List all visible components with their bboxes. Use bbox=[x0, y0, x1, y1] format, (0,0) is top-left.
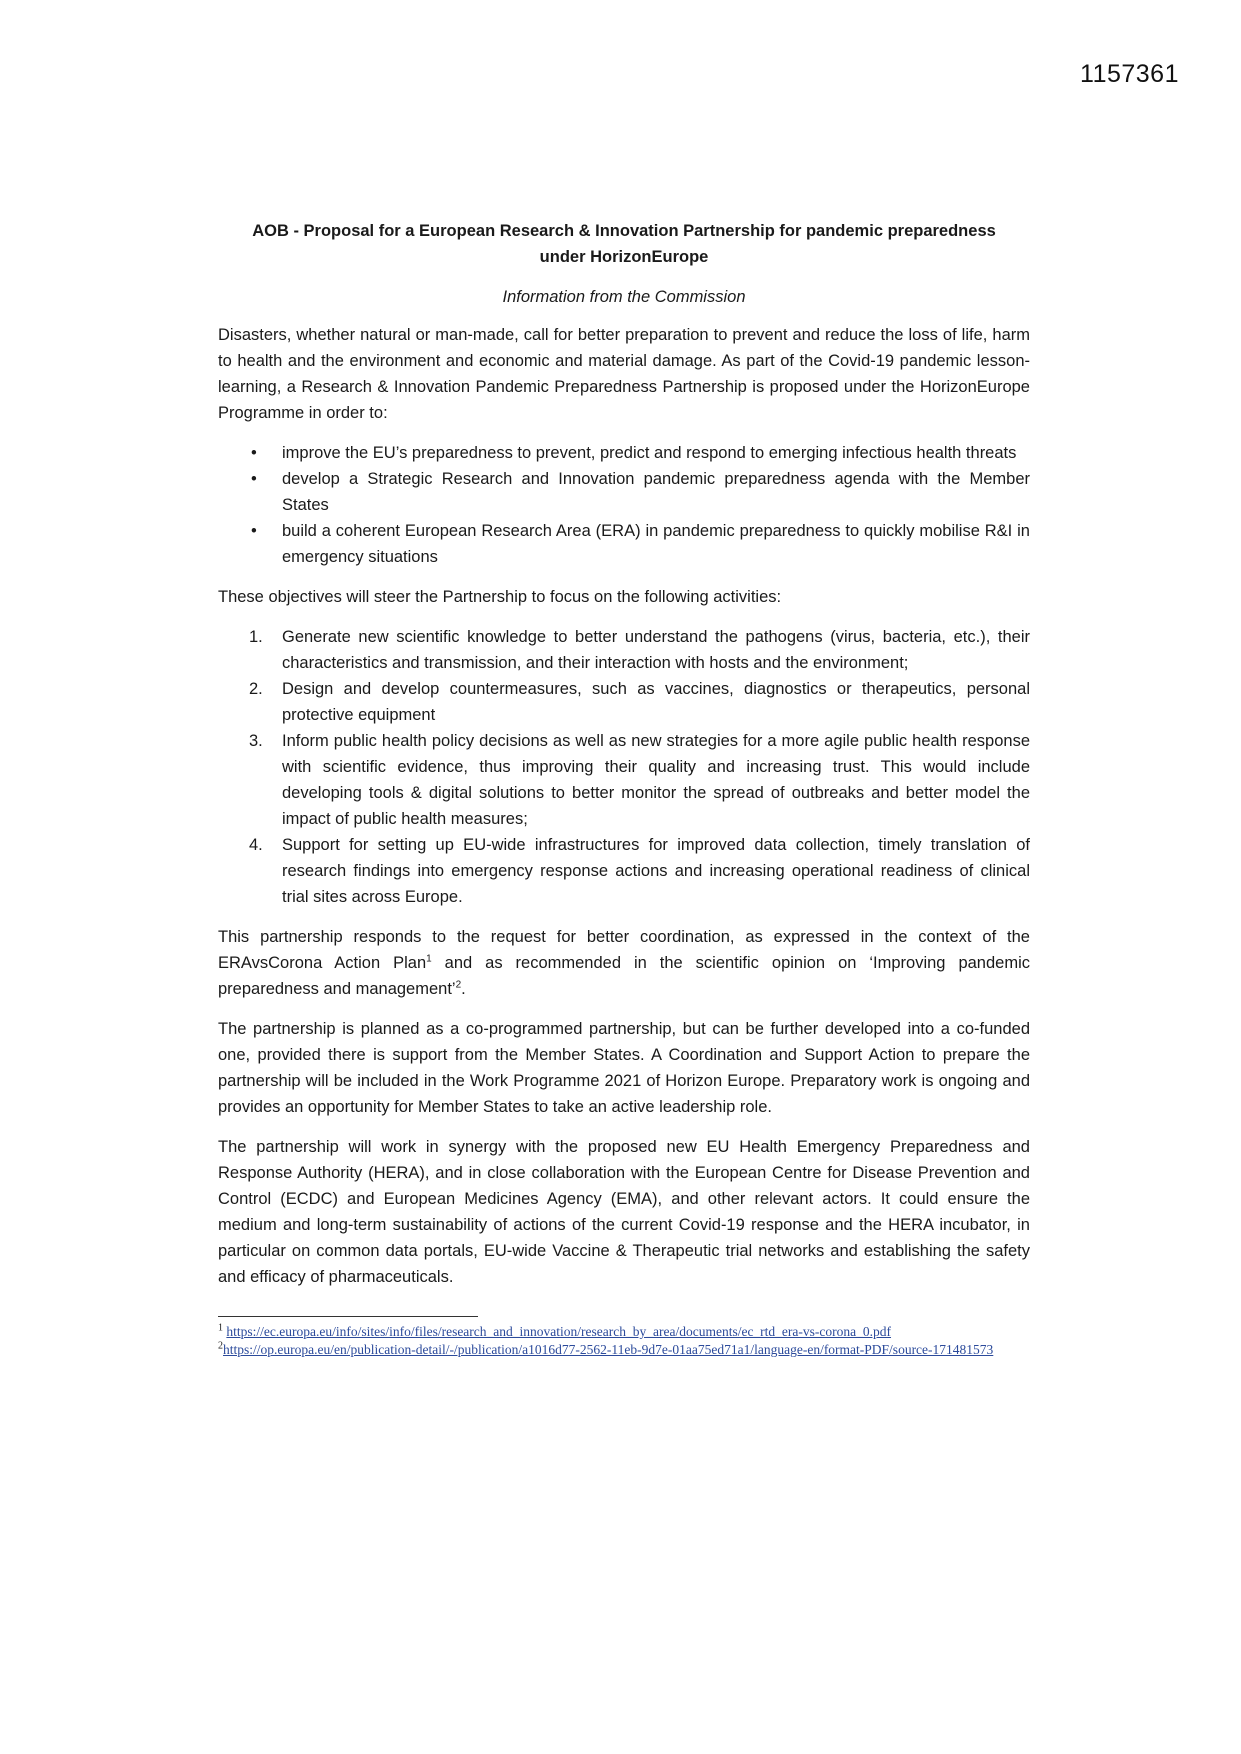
activities-list bbox=[218, 624, 1030, 910]
footnote-mark: 2 bbox=[218, 1340, 223, 1352]
list-item bbox=[218, 676, 1030, 728]
bullet-icon: • bbox=[251, 470, 257, 488]
footnote-link-2[interactable]: https://op.europa.eu/en/publication-detail/-/publication/a1016d77-2562-11eb-9d7e-01aa75ed71a1/language-en/format-PDF/source-171481573 bbox=[223, 1342, 994, 1357]
title-line-2: under HorizonEurope bbox=[539, 248, 709, 266]
list-item bbox=[218, 440, 1030, 466]
coordination-text-3: . bbox=[461, 980, 466, 998]
bullet-icon: • bbox=[251, 522, 257, 540]
footnote-ref-2[interactable]: 2 bbox=[455, 979, 462, 991]
list-item bbox=[218, 518, 1030, 570]
list-item-number: 2. bbox=[249, 680, 263, 698]
footnote-2 bbox=[218, 1341, 1030, 1359]
list-item-number: 3. bbox=[249, 732, 263, 750]
list-item-number: 4. bbox=[249, 836, 263, 854]
objectives-intro-paragraph: These objectives will steer the Partnership to focus on the following activities: bbox=[218, 588, 782, 606]
list-item-text: Generate new scientific knowledge to better understand the pathogens (virus, bacteria, etc.), their characteristics and transmission, and their interaction with hosts and the environment; bbox=[282, 628, 1030, 672]
list-item-text: develop a Strategic Research and Innovation pandemic preparedness agenda with the Member States bbox=[282, 470, 1030, 514]
objectives-list bbox=[218, 440, 1030, 570]
list-item bbox=[218, 728, 1030, 832]
list-item bbox=[218, 466, 1030, 518]
coordination-text-1: This partnership responds to the request for better coordination, as expressed in the context of the ERAvsCorona Action Plan bbox=[218, 928, 1030, 972]
intro-paragraph: Disasters, whether natural or man-made, call for better preparation to prevent and reduce the loss of life, harm to health and the environment and economic and material damage. As part of the Covid-19 pandemic lesson-learning, a Research & Innovation Pandemic Preparedness Partnership is proposed under the HorizonEurope Programme in order to: bbox=[218, 326, 1030, 422]
footnote-1 bbox=[218, 1323, 1030, 1341]
document-number: 1157361 bbox=[1080, 60, 1179, 88]
planned-partnership-paragraph: The partnership is planned as a co-programmed partnership, but can be further developed into a co-funded one, provided there is support from the Member States. A Coordination and Support Action to prepare the partnership will be included in the Work Programme 2021 of Horizon Europe. Preparatory work is ongoing and provides an opportunity for Member States to take an active leadership role. bbox=[218, 1020, 1030, 1116]
coordination-paragraph bbox=[218, 924, 1030, 1002]
list-item-text: improve the EU’s preparedness to prevent, predict and respond to emerging infectious health threats bbox=[282, 444, 1017, 462]
document-title bbox=[218, 218, 1030, 270]
footnote-divider bbox=[218, 1316, 478, 1317]
coordination-text-2: and as recommended in the scientific opinion on ‘Improving pandemic preparedness and management’ bbox=[218, 954, 1030, 998]
list-item-number: 1. bbox=[249, 628, 263, 646]
synergy-paragraph: The partnership will work in synergy with the proposed new EU Health Emergency Preparedness and Response Authority (HERA), and in close collaboration with the European Centre for Disease Prevention and Control (ECDC) and European Medicines Agency (EMA), and other relevant actors. It could ensure the medium and long-term sustainability of actions of the current Covid-19 response and the HERA incubator, in particular on common data portals, EU-wide Vaccine & Therapeutic trial networks and establishing the safety and efficacy of pharmaceuticals. bbox=[218, 1138, 1030, 1286]
footnote-link-1[interactable]: https://ec.europa.eu/info/sites/info/files/research_and_innovation/research_by_area/documents/ec_rtd_era-vs-corona_0.pdf bbox=[226, 1324, 892, 1339]
list-item-text: Design and develop countermeasures, such as vaccines, diagnostics or therapeutics, personal protective equipment bbox=[282, 680, 1030, 724]
footnote-ref-1[interactable]: 1 bbox=[426, 953, 432, 965]
list-item-text: Inform public health policy decisions as well as new strategies for a more agile public health response with scientific evidence, thus improving their quality and increasing trust. This would include developing tools & digital solutions to better monitor the spread of outbreaks and better model the impact of public health measures; bbox=[282, 732, 1030, 828]
list-item bbox=[218, 832, 1030, 910]
footnote-mark: 1 bbox=[218, 1322, 223, 1334]
document-subtitle: Information from the Commission bbox=[502, 288, 746, 306]
list-item-text: Support for setting up EU-wide infrastructures for improved data collection, timely translation of research findings into emergency response actions and increasing operational readiness of clinical trial sites across Europe. bbox=[282, 836, 1030, 906]
list-item bbox=[218, 624, 1030, 676]
title-line-1: AOB - Proposal for a European Research & Innovation Partnership for pandemic preparedness bbox=[252, 222, 996, 240]
list-item-text: build a coherent European Research Area (ERA) in pandemic preparedness to quickly mobilise R&I in emergency situations bbox=[282, 522, 1030, 566]
bullet-icon: • bbox=[251, 444, 257, 462]
page-body bbox=[218, 218, 1030, 1359]
